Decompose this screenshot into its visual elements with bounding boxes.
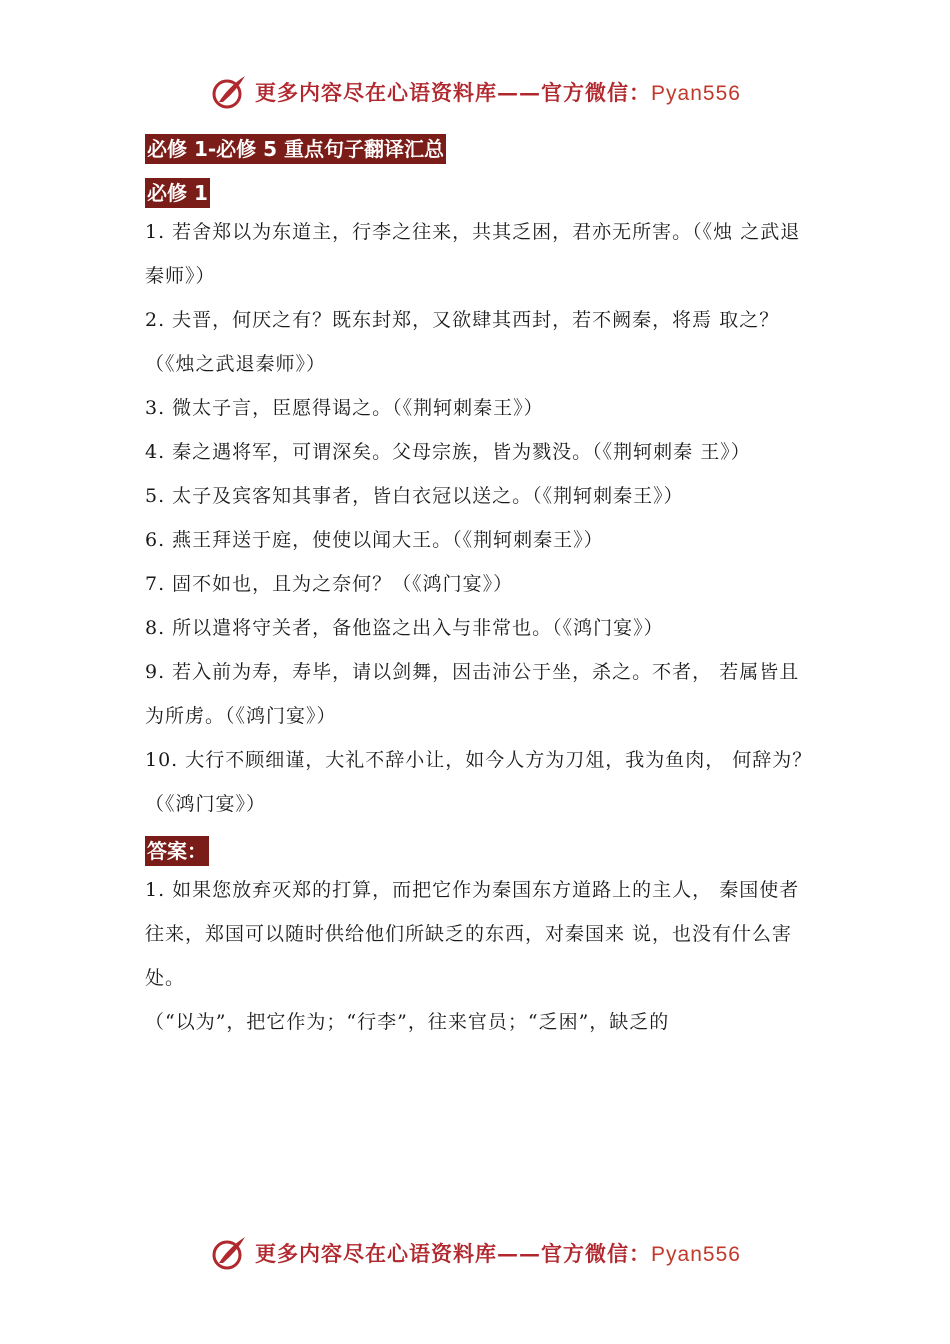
answer-heading: 答案： bbox=[145, 836, 209, 866]
quill-logo-icon bbox=[209, 1233, 249, 1273]
list-item: 7. 固不如也，且为之奈何？（《鸿门宴》） bbox=[145, 573, 514, 595]
list-item: 3. 微太子言，臣愿得谒之。（《荆轲刺秦王》） bbox=[145, 397, 544, 419]
list-item: 1. 如果您放弃灭郑的打算，而把它作为秦国东方道路上的主人， 秦国使者往来，郑国可以随时供给他们所缺乏的东西，对秦国来 说，也没有什么害处。 bbox=[145, 879, 800, 989]
list-item: （“以为”，把它作为；“行李”，往来官员；“乏困”，缺乏的 bbox=[145, 1011, 670, 1033]
banner-text: 更多内容尽在心语资料库——官方微信：Pyan556 bbox=[255, 1241, 741, 1266]
list-item: 4. 秦之遇将军，可谓深矣。父母宗族，皆为戮没。（《荆轲刺秦 王》） bbox=[145, 441, 751, 463]
list-item: 9. 若入前为寿，寿毕，请以剑舞，因击沛公于坐，杀之。不者， 若属皆且为所虏。（《鸿门宴》） bbox=[145, 661, 800, 727]
quill-logo-icon bbox=[209, 72, 249, 112]
list-item: 10. 大行不顾细谨，大礼不辞小让，如今人方为刀俎，我为鱼肉， 何辞为？（《鸿门宴》） bbox=[145, 749, 813, 815]
list-item: 1. 若舍郑以为东道主，行李之往来，共其乏困，君亦无所害。（《烛 之武退秦师》） bbox=[145, 221, 801, 287]
list-item: 2. 夫晋，何厌之有？既东封郑，又欲肆其西封，若不阙秦，将焉 取之？（《烛之武退秦师》） bbox=[145, 309, 780, 375]
footer-banner bbox=[0, 1233, 950, 1273]
list-item: 6. 燕王拜送于庭，使使以闻大王。（《荆轲刺秦王》） bbox=[145, 529, 604, 551]
banner-text: 更多内容尽在心语资料库——官方微信：Pyan556 bbox=[255, 80, 741, 105]
list-item: 5. 太子及宾客知其事者，皆白衣冠以送之。（《荆轲刺秦王》） bbox=[145, 485, 684, 507]
document-title: 必修 1-必修 5 重点句子翻译汇总 bbox=[145, 134, 446, 164]
header-banner bbox=[0, 72, 950, 112]
list-item: 8. 所以遣将守关者，备他盗之出入与非常也。（《鸿门宴》） bbox=[145, 617, 664, 639]
document-body bbox=[145, 134, 817, 1044]
question-list bbox=[145, 210, 817, 826]
section-heading: 必修 1 bbox=[145, 178, 210, 208]
answer-list bbox=[145, 868, 817, 1044]
